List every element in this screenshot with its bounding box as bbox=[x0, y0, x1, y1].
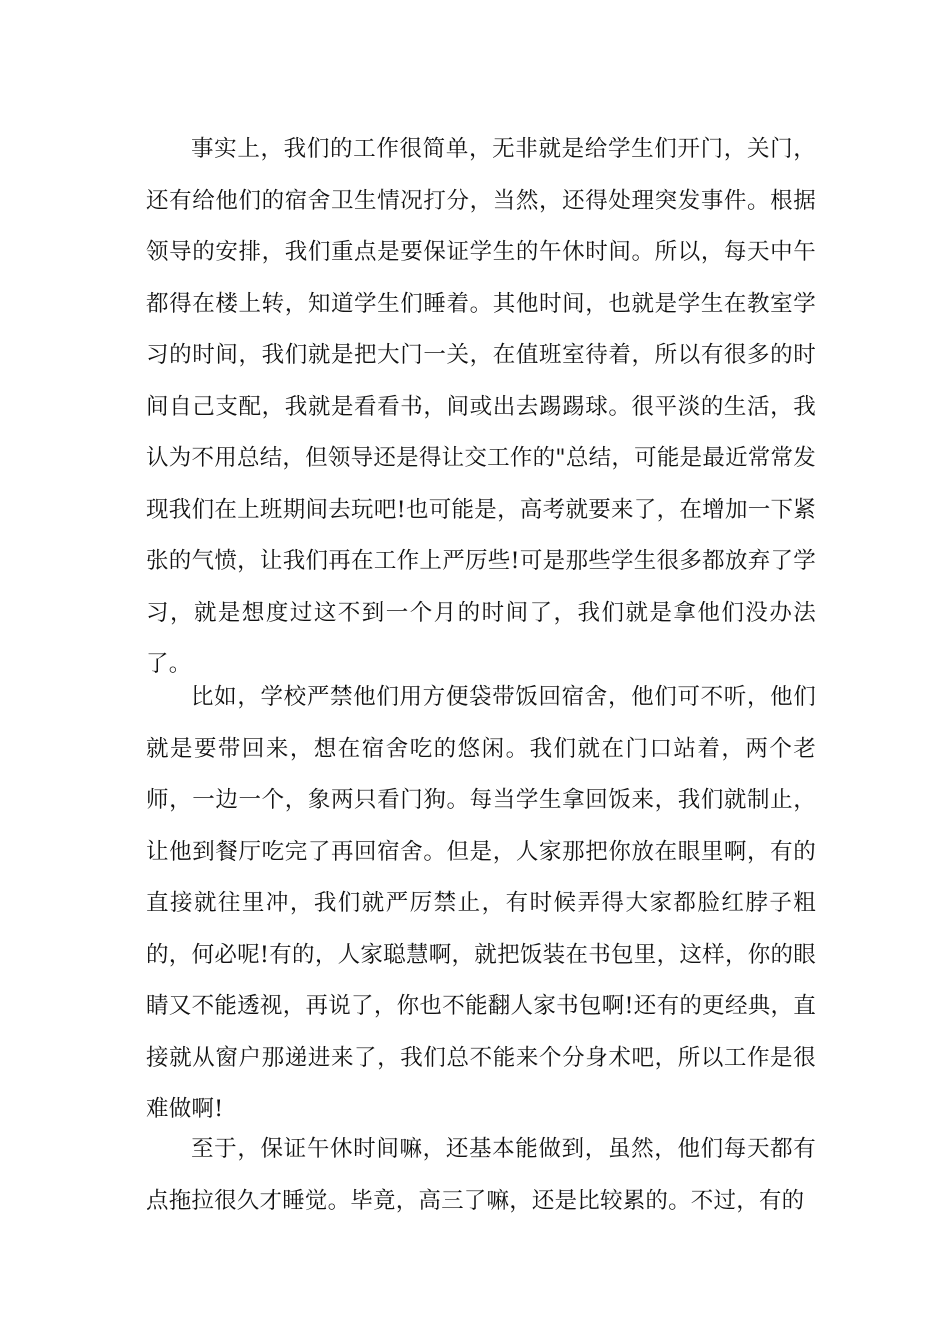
paragraph-nap-time: 至于，保证午休时间嘛，还基本能做到，虽然，他们每天都有点拖拉很久才睡觉。毕竟，高三了嘛，还是比较累的。不过，有的 bbox=[146, 1136, 816, 1214]
paragraph-work-duties: 事实上，我们的工作很简单，无非就是给学生们开门，关门，还有给他们的宿舍卫生情况打分，当然，还得处理突发事件。根据领导的安排，我们重点是要保证学生的午休时间。所以，每天中午都得在楼上转，知道学生们睡着。其他时间，也就是学生在教室学习的时间，我们就是把大门一关，在值班室待着，所以有很多的时间自己支配，我就是看看书，间或出去踢踢球。很平淡的生活，我认为不用总结，但领导还是得让交工作的"总结，可能是最近常常发现我们在上班期间去玩吧!也可能是，高考就要来了，在增加一下紧张的气愤，让我们再在工作上严厉些!可是那些学生很多都放弃了学习，就是想度过这不到一个月的时间了，我们就是拿他们没办法了。 bbox=[146, 136, 816, 677]
paragraph-food-ban: 比如，学校严禁他们用方便袋带饭回宿舍，他们可不听，他们就是要带回来，想在宿舍吃的悠闲。我们就在门口站着，两个老师，一边一个，象两只看门狗。每当学生拿回饭来，我们就制止，让他到餐厅吃完了再回宿舍。但是，人家那把你放在眼里啊，有的直接就往里冲，我们就严厉禁止，有时候弄得大家都脸红脖子粗的，何必呢!有的，人家聪慧啊，就把饭装在书包里，这样，你的眼睛又不能透视，再说了，你也不能翻人家书包啊!还有的更经典，直接就从窗户那递进来了，我们总不能来个分身术吧，所以工作是很难做啊! bbox=[146, 684, 816, 1122]
